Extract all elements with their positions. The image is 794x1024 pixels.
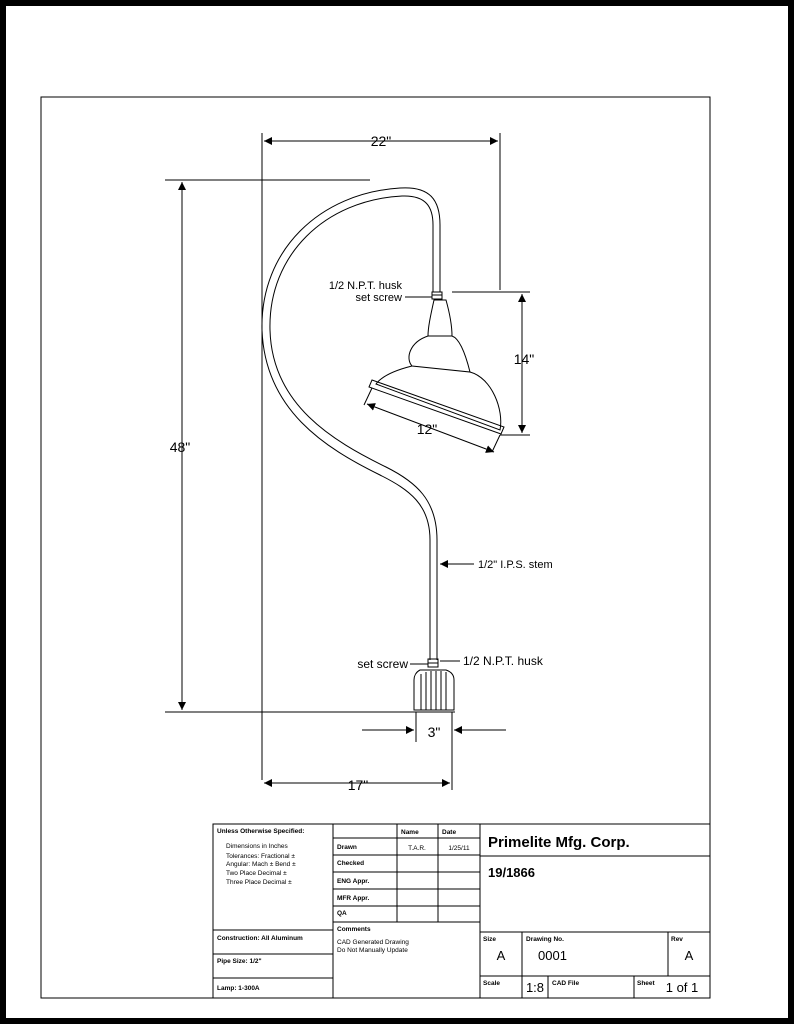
tb-lamp: Lamp: 1-300A xyxy=(217,985,260,992)
lamp-drawing xyxy=(165,188,504,712)
tb-rev-value: A xyxy=(684,948,694,963)
dim-arm-width: 22" xyxy=(370,133,392,149)
dim-overall-height: 48" xyxy=(169,439,191,455)
tb-tolerance-line: Tolerances: Fractional ± xyxy=(226,853,295,860)
tb-unless-specified: Unless Otherwise Specified: xyxy=(217,828,305,835)
tb-scale-label: Scale xyxy=(483,980,500,987)
dim-base-width: 17" xyxy=(347,777,369,793)
dimension-lines xyxy=(165,133,530,790)
tb-tolerance-line: Angular: Mach ± Bend ± xyxy=(226,861,296,868)
drawing-frame xyxy=(41,97,710,998)
tb-scale-value: 1:8 xyxy=(525,980,545,995)
callout-bottom-husk: 1/2 N.P.T. husk xyxy=(463,654,543,668)
tb-construction: Construction: All Aluminum xyxy=(217,935,303,942)
shade-neck xyxy=(428,300,452,336)
tb-mfr-label: MFR Appr. xyxy=(337,895,370,902)
tb-drawn-name: T.A.R. xyxy=(408,845,426,852)
tb-tolerance-line: Two Place Decimal ± xyxy=(226,870,287,877)
callout-bottom-set-screw: set screw xyxy=(357,657,408,671)
tb-rev-label: Rev xyxy=(671,936,683,943)
tb-checked-label: Checked xyxy=(337,860,365,867)
tb-pipe-size: Pipe Size: 1/2" xyxy=(217,958,262,965)
dim-shade-diameter: 12" xyxy=(416,421,438,437)
tb-drawn-date: 1/25/11 xyxy=(448,845,470,852)
tb-sheet-label: Sheet xyxy=(637,980,655,987)
tb-drawing-no: 0001 xyxy=(538,948,567,963)
tb-model: 19/1866 xyxy=(488,865,535,880)
tb-drawn-label: Drawn xyxy=(337,844,357,851)
tb-eng-label: ENG Appr. xyxy=(337,878,370,885)
tb-size-value: A xyxy=(496,948,506,963)
dim-shade-height: 14" xyxy=(513,351,535,367)
callout-top-set-screw: set screw xyxy=(355,292,402,304)
tb-cad-file-label: CAD File xyxy=(552,980,580,987)
shade-skirt xyxy=(376,366,501,430)
tb-qa-label: QA xyxy=(337,910,347,917)
tb-company: Primelite Mfg. Corp. xyxy=(488,834,630,851)
tb-drawing-no-label: Drawing No. xyxy=(526,936,564,943)
shade-dome xyxy=(409,336,470,372)
callout-stem: 1/2" I.P.S. stem xyxy=(478,559,553,571)
tb-sheet-value: 1 of 1 xyxy=(665,980,699,995)
tb-col-date: Date xyxy=(442,829,457,836)
gooseneck-arm-inner xyxy=(270,196,437,660)
base-fitter xyxy=(414,670,454,710)
tb-size-label: Size xyxy=(483,936,497,943)
tb-comments-label: Comments xyxy=(337,926,371,933)
dim-base-diameter: 3" xyxy=(427,724,441,740)
tb-comments-line: CAD Generated Drawing xyxy=(337,939,409,946)
tb-comments-line: Do Not Manually Update xyxy=(337,947,408,954)
tb-col-name: Name xyxy=(401,829,419,836)
tb-tolerance-line: Three Place Decimal ± xyxy=(226,879,292,886)
tb-tolerance-line: Dimensions in Inches xyxy=(226,843,288,850)
callout-top-husk: 1/2 N.P.T. husk xyxy=(328,280,402,292)
